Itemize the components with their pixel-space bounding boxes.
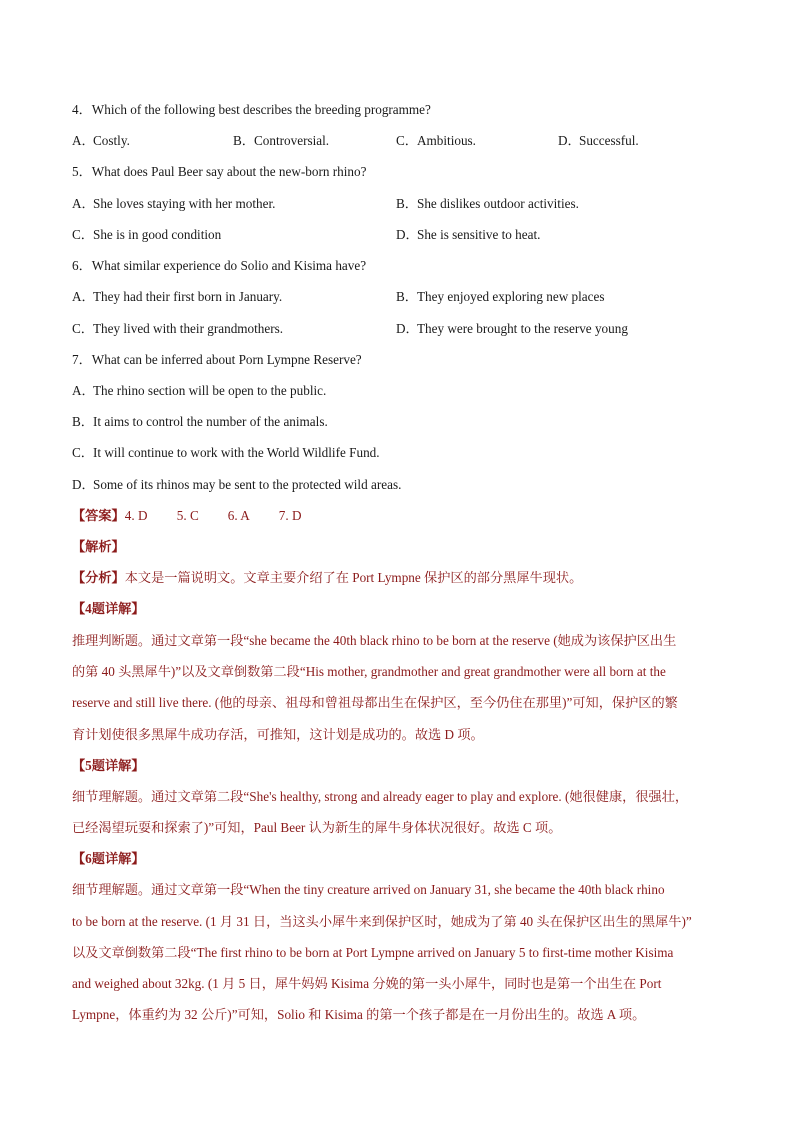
option-label: A． (72, 289, 95, 304)
analysis-tag: 【解析】 (72, 539, 125, 554)
detail-6-tag: 【6题详解】 (72, 851, 145, 866)
option-label: B． (396, 289, 418, 304)
question-4-stem: 4．Which of the following best describes the breeding programme? (72, 102, 431, 117)
detail-4-tag: 【4题详解】 (72, 601, 145, 616)
detail-6-line: to be born at the reserve. (1 月 31 日，当这头小犀牛来到保护区时，她成为了第 40 头在保护区出生的黑犀牛)” (72, 914, 692, 929)
question-5-stem: 5．What does Paul Beer say about the new-born rhino? (72, 164, 367, 179)
answer-item: 7. D (278, 508, 302, 523)
option-text: It will continue to work with the World Wildlife Fund. (93, 445, 380, 460)
option-text: They had their first born in January. (93, 289, 283, 304)
answer-tag: 【答案】 (72, 508, 125, 523)
question-6-option-a (72, 288, 282, 306)
option-text: Ambitious. (417, 133, 476, 148)
summary-text: 本文是一篇说明文。文章主要介绍了在 Port Lympne 保护区的部分黑犀牛现状。 (124, 570, 583, 585)
question-4-option-b (233, 132, 329, 150)
option-text: She loves staying with her mother. (93, 196, 276, 211)
answer-item: 4. D (124, 508, 148, 523)
option-text: Costly. (93, 133, 130, 148)
question-5-option-b (396, 195, 579, 213)
question-5-option-c (72, 226, 221, 244)
answer-item: 6. A (227, 508, 250, 523)
question-6-option-b (396, 288, 605, 306)
question-7-option-c (72, 444, 380, 462)
question-7-option-b (72, 413, 328, 431)
option-text: She is sensitive to heat. (417, 227, 541, 242)
question-6-option-d (396, 320, 628, 338)
option-label: C． (72, 321, 94, 336)
question-6-option-c (72, 320, 283, 338)
option-label: D． (558, 133, 581, 148)
option-label: A． (72, 133, 95, 148)
question-4-option-c (396, 132, 476, 150)
option-text: Successful. (579, 133, 639, 148)
detail-4-line: reserve and still live there. (他的母亲、祖母和曾祖母都出生在保护区，至今仍住在那里)”可知，保护区的繁 (72, 695, 678, 710)
summary-tag: 【分析】 (72, 570, 125, 585)
question-7-option-d (72, 476, 401, 494)
question-5-option-d (396, 226, 540, 244)
option-label: D． (72, 477, 95, 492)
option-text: They were brought to the reserve young (417, 321, 628, 336)
question-7-option-a (72, 382, 326, 400)
option-text: The rhino section will be open to the public. (93, 383, 327, 398)
option-label: B． (233, 133, 255, 148)
answer-item: 5. C (176, 508, 199, 523)
detail-4-line: 育计划使很多黑犀牛成功存活，可推知，这计划是成功的。故选 D 项。 (72, 727, 484, 742)
detail-6-line: 细节理解题。通过文章第一段“When the tiny creature arrived on January 31, she became the 40th black rhino (72, 882, 665, 897)
option-label: B． (396, 196, 418, 211)
question-5-option-a (72, 195, 275, 213)
option-text: Some of its rhinos may be sent to the protected wild areas. (93, 477, 402, 492)
option-label: B． (72, 414, 94, 429)
detail-4-line: 推理判断题。通过文章第一段“she became the 40th black rhino to be born at the reserve (她成为该保护区出生 (72, 633, 677, 648)
option-text: She is in good condition (93, 227, 222, 242)
option-text: She dislikes outdoor activities. (417, 196, 579, 211)
detail-5-line: 已经渴望玩耍和探索了)”可知，Paul Beer 认为新生的犀牛身体状况很好。故选 C 项。 (72, 820, 562, 835)
answer-line (72, 507, 301, 525)
option-text: They enjoyed exploring new places (417, 289, 605, 304)
analysis-summary (72, 569, 582, 587)
option-label: D． (396, 227, 419, 242)
option-label: A． (72, 196, 95, 211)
option-text: It aims to control the number of the animals. (93, 414, 328, 429)
option-text: They lived with their grandmothers. (93, 321, 284, 336)
question-4-option-a (72, 132, 130, 150)
detail-6-line: Lympne，体重约为 32 公斤)”可知，Solio 和 Kisima 的第一个孩子都是在一月份出生的。故选 A 项。 (72, 1007, 646, 1022)
option-label: A． (72, 383, 95, 398)
detail-6-line: 以及文章倒数第二段“The first rhino to be born at Port Lympne arrived on January 5 to first-time mother Kisima (72, 945, 674, 960)
option-label: C． (72, 445, 94, 460)
question-7-stem: 7．What can be inferred about Porn Lympne Reserve? (72, 352, 362, 367)
option-label: C． (72, 227, 94, 242)
detail-6-line: and weighed about 32kg. (1 月 5 日，犀牛妈妈 Kisima 分娩的第一头小犀牛，同时也是第一个出生在 Port (72, 976, 662, 991)
question-4-option-d (558, 132, 639, 150)
detail-5-tag: 【5题详解】 (72, 758, 145, 773)
option-label: C． (396, 133, 418, 148)
option-text: Controversial. (254, 133, 330, 148)
detail-5-line: 细节理解题。通过文章第二段“She's healthy, strong and already eager to play and explore. (她很健康，很强壮， (72, 789, 689, 804)
option-label: D． (396, 321, 419, 336)
detail-4-line: 的第 40 头黑犀牛)”以及文章倒数第二段“His mother, grandmother and great grandmother were all born at the (72, 664, 666, 679)
question-6-stem: 6．What similar experience do Solio and Kisima have? (72, 258, 367, 273)
